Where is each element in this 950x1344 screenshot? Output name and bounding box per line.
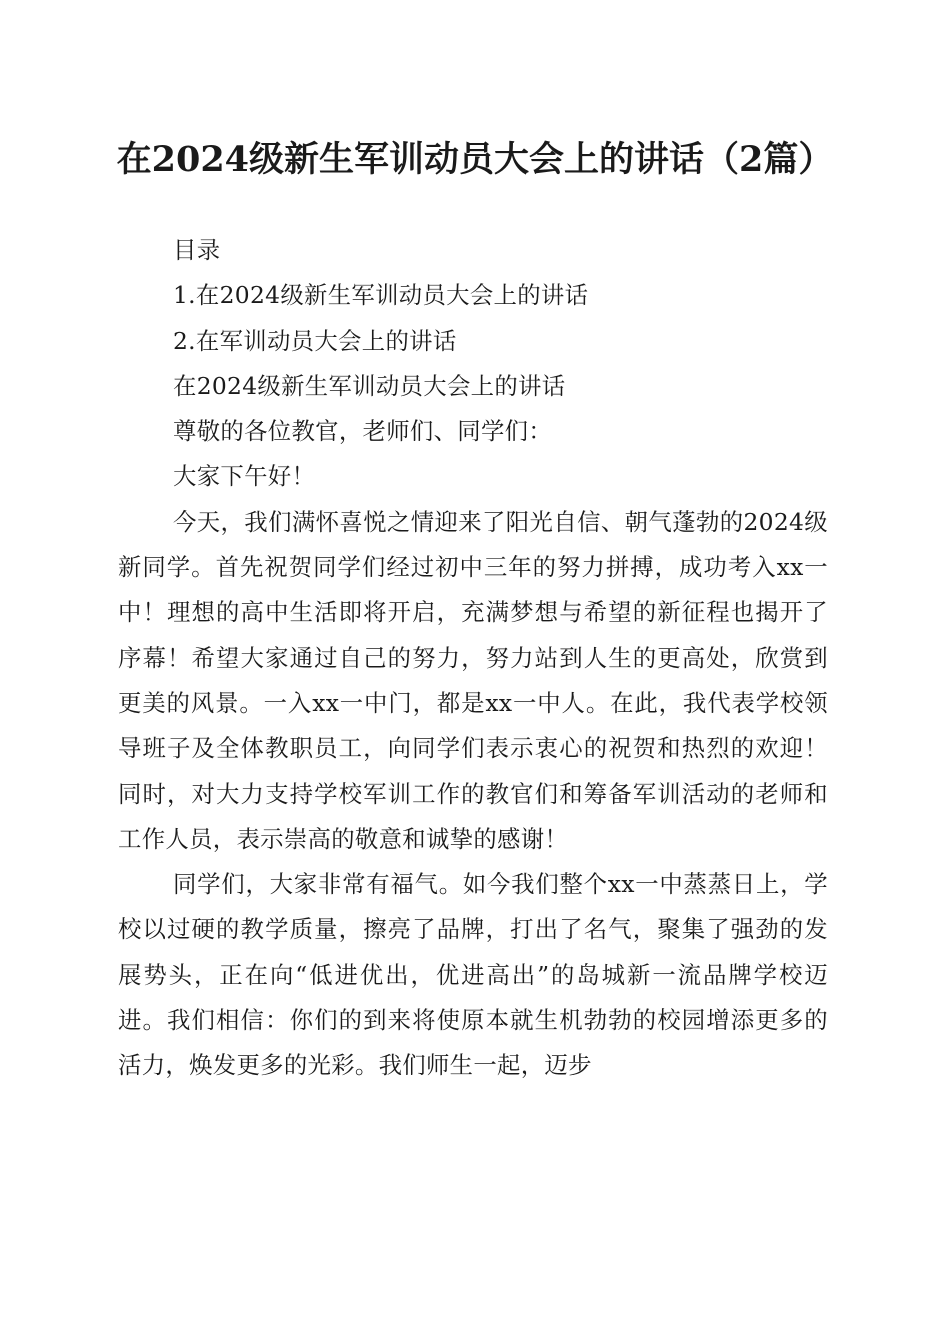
toc-item-2: 2.在军训动员大会上的讲话 <box>173 326 457 355</box>
paragraph-2: 同学们，大家非常有福气。如今我们整个xx一中蒸蒸日上，学校以过硬的教学质量，擦亮了品牌，打出了名气，聚集了强劲的发展势头，正在向“低进优出，优进高出”的岛城新一流品牌学校迈进。我们相信：你们的到来将使原本就生机勃勃的校园增添更多的活力，焕发更多的光彩。我们师生一起，迈步 <box>118 870 828 1080</box>
document-title: 在2024级新生军训动员大会上的讲话（2篇） <box>116 139 834 180</box>
salutation: 尊敬的各位教官，老师们、同学们： <box>173 417 553 446</box>
toc-heading: 目录 <box>173 236 221 264</box>
greeting: 大家下午好！ <box>173 462 316 491</box>
section-title: 在2024级新生军训动员大会上的讲话 <box>173 371 566 400</box>
document-body <box>118 228 828 1089</box>
toc-item-1: 1.在2024级新生军训动员大会上的讲话 <box>173 281 589 310</box>
paragraph-1: 今天，我们满怀喜悦之情迎来了阳光自信、朝气蓬勃的2024级新同学。首先祝贺同学们经过初中三年的努力拼搏，成功考入xx一中！理想的高中生活即将开启，充满梦想与希望的新征程也揭开了序幕！希望大家通过自己的努力，努力站到人生的更高处，欣赏到更美的风景。一入xx一中门，都是xx一中人。在此，我代表学校领导班子及全体教职员工，向同学们表示衷心的祝贺和热烈的欢迎！同时，对大力支持学校军训工作的教官们和筹备军训活动的老师和工作人员，表示崇高的敬意和诚挚的感谢！ <box>118 507 828 853</box>
